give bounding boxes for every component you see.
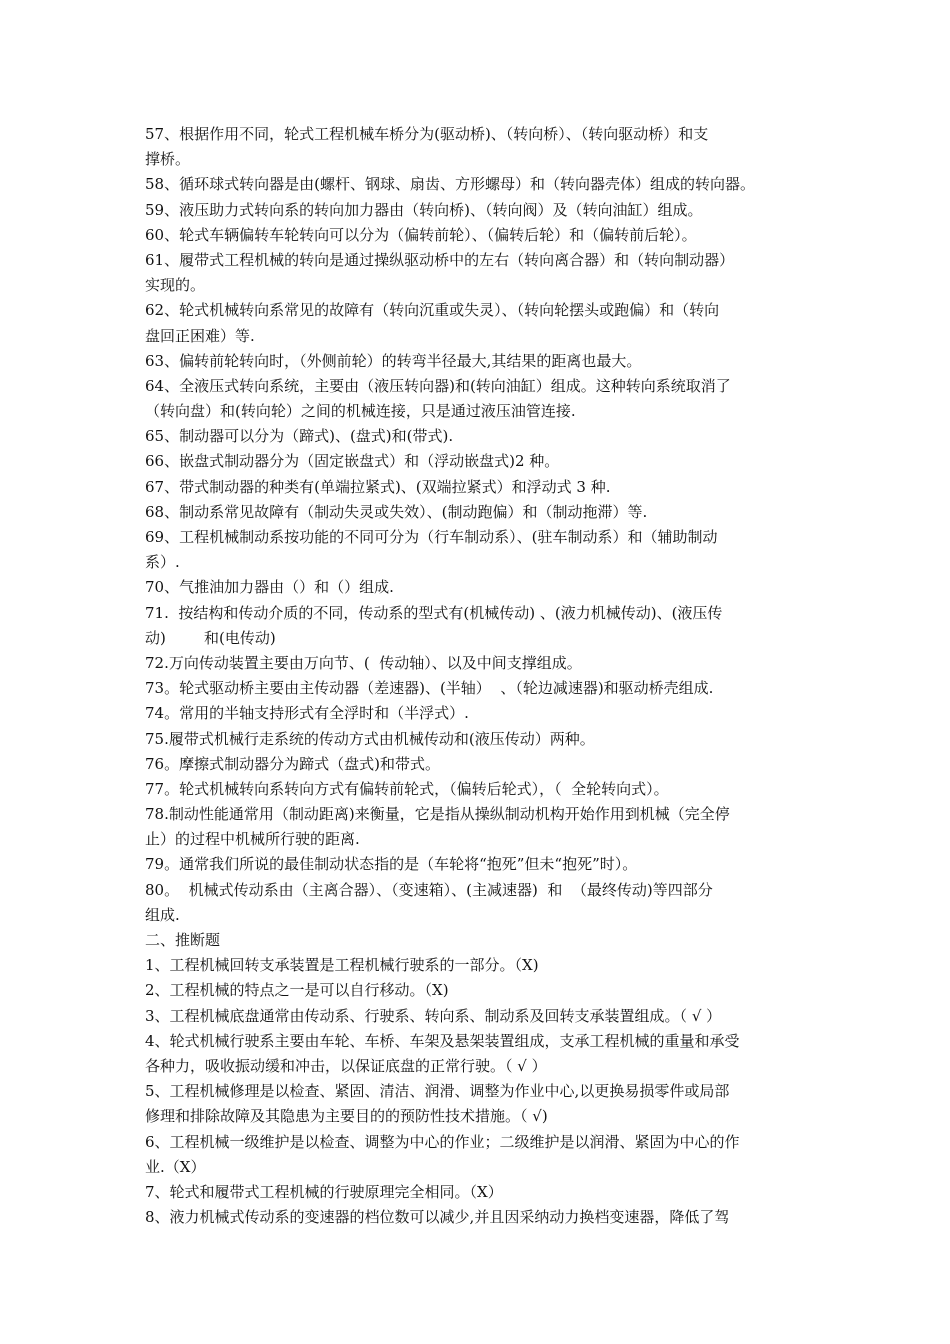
text-line: 5、工程机械修理是以检查、紧固、清洁、润滑、调整为作业中心,以更换易损零件或局部 — [145, 1082, 730, 1101]
text-line: 组成. — [145, 905, 180, 924]
text-line: 8、液力机械式传动系的变速器的档位数可以减少,并且因采纳动力换档变速器，降低了驾 — [145, 1208, 730, 1227]
text-line: 1、工程机械回转支承装置是工程机械行驶系的一部分。（X) — [145, 956, 539, 975]
text-line: 动) 和(电传动) — [145, 628, 276, 647]
text-line: 73。轮式驱动桥主要由主传动器（差速器)、(半轴） 、（轮边减速器)和驱动桥壳组成. — [145, 679, 714, 698]
text-line: 7、轮式和履带式工程机械的行驶原理完全相同。（X） — [145, 1182, 503, 1201]
text-line: 71. 按结构和传动介质的不同，传动系的型式有(机械传动) 、(液力机械传动)、(液压传 — [145, 603, 723, 622]
text-line: 66、嵌盘式制动器分为（固定嵌盘式）和（浮动嵌盘式)2 种。 — [145, 452, 560, 471]
text-line: 80。 机械式传动系由（主离合器）、（变速箱）、(主减速器) 和 （最终传动)等四部分 — [145, 880, 713, 899]
text-line: 61、履带式工程机械的转向是通过操纵驱动桥中的左右（转向离合器）和（转向制动器） — [145, 250, 735, 269]
text-line: 69、工程机械制动系按功能的不同可分为（行车制动系）、(驻车制动系）和（辅助制动 — [145, 528, 718, 546]
text-line: 撑桥。 — [145, 150, 191, 169]
text-line: 6、工程机械一级维护是以检查、调整为中心的作业；二级维护是以润滑、紧固为中心的作 — [145, 1132, 740, 1151]
text-line: 业.（X） — [145, 1157, 206, 1176]
text-line: 76。摩擦式制动器分为蹄式（盘式)和带式。 — [145, 754, 440, 773]
text-line: 各种力，吸收振动缓和冲击，以保证底盘的正常行驶。（ √ ） — [145, 1056, 547, 1075]
text-line: 74。常用的半轴支持形式有全浮时和（半浮式）. — [145, 704, 469, 723]
text-line: 2、工程机械的特点之一是可以自行移动。（X) — [145, 981, 449, 1000]
text-line: 79。通常我们所说的最佳制动状态指的是（车轮将“抱死”但未“抱死”时）。 — [145, 855, 638, 874]
text-line: 70、气推油加力器由（）和（）组成. — [145, 578, 394, 597]
text-line: 72.万向传动装置主要由万向节、( 传动轴）、以及中间支撑组成。 — [145, 653, 582, 672]
text-line: 77。轮式机械转向系转向方式有偏转前轮式，（偏转后轮式），（ 全轮转向式）。 — [145, 779, 669, 798]
text-line: 4、轮式机械行驶系主要由车轮、车桥、车架及悬架装置组成，支承工程机械的重量和承受 — [145, 1031, 740, 1050]
text-line: 57、根据作用不同，轮式工程机械车桥分为(驱动桥)、（转向桥）、（转向驱动桥）和支 — [145, 125, 709, 143]
text-line: 67、带式制动器的种类有(单端拉紧式)、(双端拉紧式）和浮动式 3 种. — [145, 477, 611, 496]
text-line: 止）的过程中机械所行驶的距离. — [145, 830, 360, 849]
text-line: （转向盘）和(转向轮）之间的机械连接，只是通过液压油管连接. — [145, 402, 576, 421]
text-line: 60、轮式车辆偏转车轮转向可以分为（偏转前轮）、（偏转后轮）和（偏转前后轮）。 — [145, 225, 697, 244]
text-line: 68、制动系常见故障有（制动失灵或失效）、(制动跑偏）和（制动拖滞）等. — [145, 502, 648, 521]
text-line: 64、全液压式转向系统，主要由（液压转向器)和(转向油缸）组成。这种转向系统取消了 — [145, 376, 731, 395]
text-line: 系）. — [145, 553, 180, 572]
text-line: 58、循环球式转向器是由(螺杆、钢球、扇齿、方形螺母）和（转向器壳体）组成的转向器。 — [145, 175, 755, 194]
text-line: 63、偏转前轮转向时，（外侧前轮）的转弯半径最大,其结果的距离也最大。 — [145, 351, 642, 370]
text-line: 二、推断题 — [145, 931, 221, 949]
text-line: 盘回正困难）等. — [145, 326, 255, 345]
text-line: 实现的。 — [145, 276, 206, 295]
text-line: 3、工程机械底盘通常由传动系、行驶系、转向系、制动系及回转支承装置组成。（ √ ） — [145, 1006, 722, 1025]
text-line: 78.制动性能通常用（制动距离)来衡量，它是指从操纵制动机构开始作用到机械（完全停 — [145, 805, 730, 824]
text-line: 75.履带式机械行走系统的传动方式由机械传动和(液压传动）两种。 — [145, 729, 595, 748]
text-line: 59、液压助力式转向系的转向加力器由（转向桥)、（转向阀）及（转向油缸）组成。 — [145, 200, 703, 219]
text-line: 62、轮式机械转向系常见的故障有（转向沉重或失灵）、（转向轮摆头或跑偏）和（转向 — [145, 301, 720, 320]
text-line: 修理和排除故障及其隐患为主要目的的预防性技术措施。（ √) — [145, 1107, 548, 1126]
document-page — [145, 122, 810, 1230]
text-line: 65、制动器可以分为（蹄式)、(盘式)和(带式). — [145, 427, 454, 446]
